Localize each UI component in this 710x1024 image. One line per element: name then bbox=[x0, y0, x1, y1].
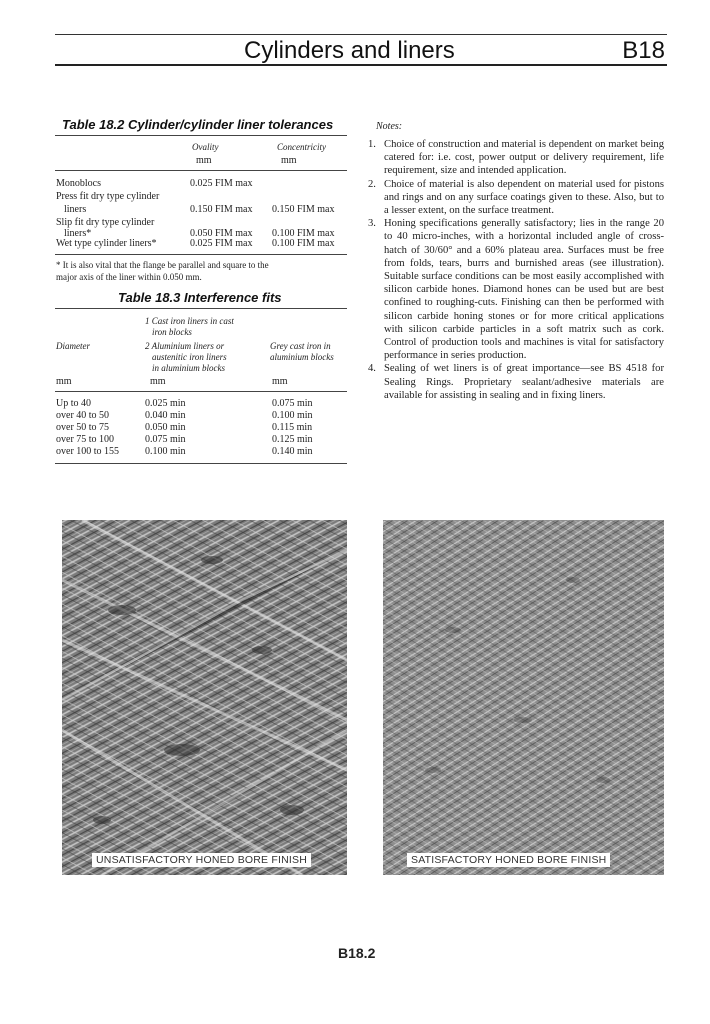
col-concentricity: Concentricity bbox=[277, 142, 326, 152]
table-18-3-bottom-rule bbox=[55, 463, 347, 464]
header-bottom-rule bbox=[55, 64, 667, 66]
table-cell-grey: 0.100 min bbox=[272, 410, 313, 421]
notes-title: Notes: bbox=[376, 121, 403, 132]
table-cell-grey: 0.075 min bbox=[272, 398, 313, 409]
satisfactory-finish-photo bbox=[383, 520, 664, 875]
table-cell-cast: 0.100 min bbox=[145, 446, 186, 457]
table-row-label: Slip fit dry type cylinder bbox=[56, 217, 155, 228]
table-row-label: Press fit dry type cylinder bbox=[56, 191, 160, 202]
table-row-label-cont: liners* bbox=[64, 228, 92, 239]
table-row-label: Wet type cylinder liners* bbox=[56, 238, 157, 249]
table-18-2-top-rule bbox=[55, 135, 347, 136]
table-cell-grey: 0.140 min bbox=[272, 446, 313, 457]
honed-surface-texture bbox=[62, 520, 347, 875]
table-18-3-top-rule bbox=[55, 308, 347, 309]
table-18-2-title: Table 18.2 Cylinder/cylinder liner tolerances bbox=[62, 117, 334, 132]
list-item: 1. Choice of construction and material is dependent on market being catered for: i.e. cost, power output or delivery requirement, life requirement, size and intended application. bbox=[368, 139, 664, 177]
col-aluminium: 2 Aluminium liners or bbox=[145, 341, 225, 351]
table-cell-diameter: over 75 to 100 bbox=[56, 434, 115, 445]
notes-list bbox=[366, 138, 664, 402]
list-item: 3. Honing specifications generally satisfactory; lies in the range 20 to 40 micro-inches, with a horizontal included angle of cross-hatch of 30/60° and a 60% plateau area. Surfaces must be free from folds, tears, burrs and burnished areas (see illustration). Suitable surface conditions can be most easily accomplished with silicon carbide hones. Diamond hones can be used but are best confined to roughing-cuts. Finishing can then be performed with silicon carbide honing stones or for more critical applications with silicon carbide particles in a soft matrix such as cork. Control of production tools and machines is vital for satisfactory performance in series production. bbox=[368, 218, 664, 362]
col-ovality: Ovality bbox=[192, 142, 219, 152]
col-grey-iron: Grey cast iron in bbox=[270, 341, 331, 351]
table-cell-cast: 0.040 min bbox=[145, 410, 186, 421]
list-item: 4. Sealing of wet liners is of great importance—see BS 4518 for Sealing Rings. Proprietary sealant/adhesive materials are available for assisting in sealing and in fixing liners. bbox=[368, 363, 664, 401]
unit-diameter: mm bbox=[56, 376, 72, 387]
unit-grey: mm bbox=[272, 376, 288, 387]
table-cell-grey: 0.125 min bbox=[272, 434, 313, 445]
table-row-label: Monoblocs bbox=[56, 178, 101, 189]
table-cell-ovality: 0.150 FIM max bbox=[190, 204, 253, 215]
photo-caption-satisfactory: SATISFACTORY HONED BORE FINISH bbox=[407, 853, 610, 867]
table-cell-diameter: over 100 to 155 bbox=[56, 446, 120, 457]
section-code: B18 bbox=[622, 37, 665, 64]
list-item: 2. Choice of material is also dependent on material used for pistons and rings and on any surface coatings given to these. Also, but to a lesser extent, on the surface treatment. bbox=[368, 178, 664, 217]
table-cell-concentricity: 0.150 FIM max bbox=[272, 204, 335, 215]
unit-ovality: mm bbox=[196, 155, 212, 166]
table-cell-diameter: over 40 to 50 bbox=[56, 410, 110, 421]
col-aluminium-cont2: in aluminium blocks bbox=[152, 363, 225, 373]
col-grey-iron-cont: aluminium blocks bbox=[270, 352, 334, 362]
table-cell-grey: 0.115 min bbox=[272, 422, 313, 433]
table-cell-diameter: over 50 to 75 bbox=[56, 422, 110, 433]
table-cell-concentricity: 0.100 FIM max bbox=[272, 228, 335, 239]
table-cell-concentricity: 0.100 FIM max bbox=[272, 238, 335, 249]
page-number: B18.2 bbox=[338, 945, 376, 961]
col-aluminium-cont: austenitic iron liners bbox=[152, 352, 227, 362]
table-18-2-footnote-cont: major axis of the liner within 0.050 mm. bbox=[56, 272, 202, 282]
page-title: Cylinders and liners bbox=[244, 37, 455, 64]
col-diameter: Diameter bbox=[56, 341, 90, 351]
table-18-3-title: Table 18.3 Interference fits bbox=[118, 290, 282, 305]
table-18-2-footnote: * It is also vital that the flange be parallel and square to the bbox=[56, 260, 269, 270]
col-cast-iron: 1 Cast iron liners in cast bbox=[145, 316, 234, 326]
table-cell-cast: 0.050 min bbox=[145, 422, 186, 433]
table-cell-diameter: Up to 40 bbox=[56, 398, 91, 409]
honed-surface-texture bbox=[383, 520, 664, 875]
table-18-3-header-rule bbox=[55, 391, 347, 392]
unit-cast: mm bbox=[150, 376, 166, 387]
table-18-2-header-rule bbox=[55, 170, 347, 171]
photo-caption-unsatisfactory: UNSATISFACTORY HONED BORE FINISH bbox=[92, 853, 311, 867]
table-row-label-cont: liners bbox=[64, 204, 87, 215]
header-top-rule bbox=[55, 34, 667, 35]
table-18-2-bottom-rule bbox=[55, 254, 347, 255]
unsatisfactory-finish-photo bbox=[62, 520, 347, 875]
col-cast-iron-cont: iron blocks bbox=[152, 327, 192, 337]
table-cell-cast: 0.075 min bbox=[145, 434, 186, 445]
table-cell-ovality: 0.050 FIM max bbox=[190, 228, 253, 239]
table-cell-cast: 0.025 min bbox=[145, 398, 186, 409]
table-cell-ovality: 0.025 FIM max bbox=[190, 238, 253, 249]
unit-concentricity: mm bbox=[281, 155, 297, 166]
table-cell-ovality: 0.025 FIM max bbox=[190, 178, 253, 189]
